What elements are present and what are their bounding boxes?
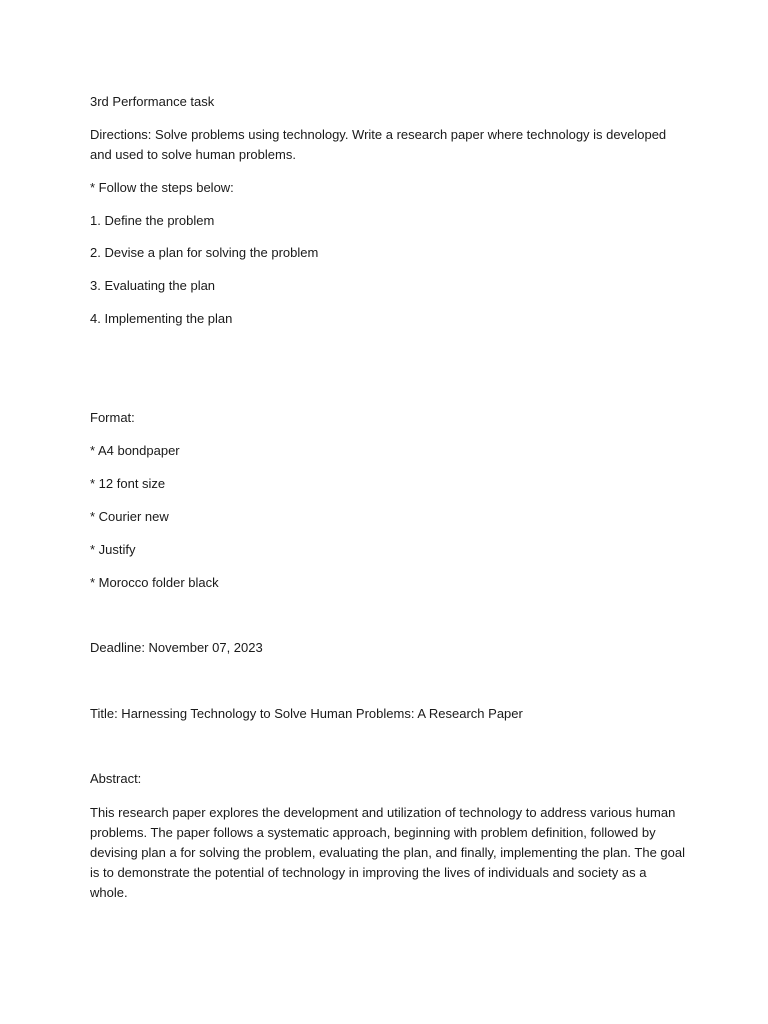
steps-intro: * Follow the steps below:: [90, 180, 234, 195]
paper-title: Title: Harnessing Technology to Solve Human Problems: A Research Paper: [90, 706, 523, 721]
format-heading: Format:: [90, 410, 135, 425]
abstract-paragraph: This research paper explores the development and utilization of technology to address various human problems. The paper follows a systematic approach, beginning with problem definition, followed by devising plan a for solving the problem, evaluating the plan, and finally, implementing the plan. The goal is to demonstrate the potential of technology in improving the lives of individuals and society as a whole.: [90, 805, 686, 900]
step-item: 4. Implementing the plan: [90, 311, 233, 326]
format-item: * 12 font size: [90, 476, 166, 491]
format-item: * Courier new: [90, 509, 169, 524]
step-item: 1. Define the problem: [90, 213, 215, 228]
abstract-heading: Abstract:: [90, 771, 142, 786]
format-item: * Justify: [90, 542, 136, 557]
format-item: * Morocco folder black: [90, 575, 219, 590]
step-item: 3. Evaluating the plan: [90, 278, 216, 293]
directions-paragraph: Directions: Solve problems using technology. Write a research paper where technology is developed and used to solve human problems.: [90, 127, 667, 162]
step-item: 2. Devise a plan for solving the problem: [90, 245, 319, 260]
format-item: * A4 bondpaper: [90, 443, 180, 458]
deadline: Deadline: November 07, 2023: [90, 640, 263, 655]
task-title: 3rd Performance task: [90, 94, 215, 109]
